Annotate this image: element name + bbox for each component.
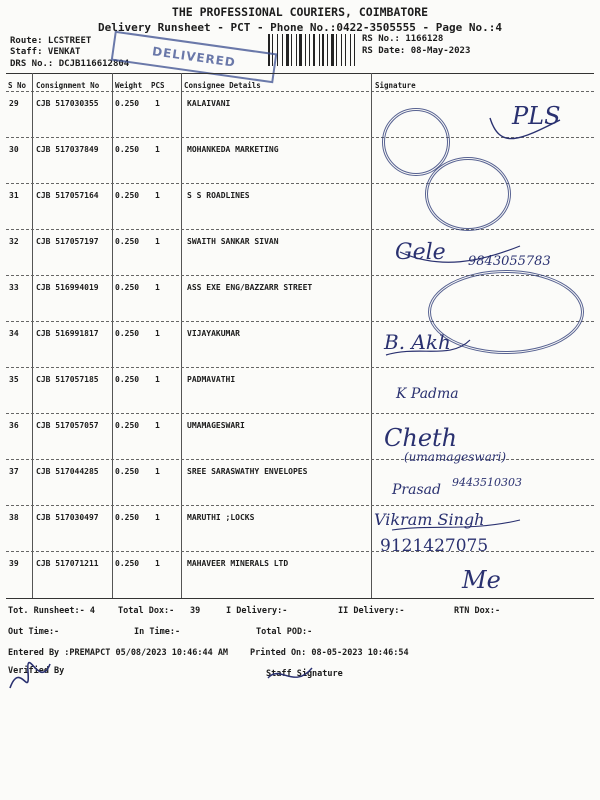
row-consignee: MAHAVEER MINERALS LTD	[187, 559, 289, 568]
route-label: Route: LCSTREET	[10, 36, 92, 46]
row-weight: 0.250	[115, 467, 140, 476]
row-weight: 0.250	[115, 329, 140, 338]
signature-38-phone: 9121427075	[380, 536, 489, 556]
rs-date: RS Date: 08-May-2023	[362, 46, 471, 56]
rtn-dox: RTN Dox:-	[454, 606, 501, 616]
signature-34: B. Akh	[384, 330, 451, 354]
signature-32: Gele	[395, 240, 446, 265]
row-sno: 33	[9, 283, 19, 292]
staff-label: Staff: VENKAT	[10, 47, 81, 57]
tot-runsheet: Tot. Runsheet:- 4	[8, 606, 95, 616]
row-weight: 0.250	[115, 99, 140, 108]
row-pcs: 1	[155, 467, 160, 476]
signature-29: PLS	[512, 102, 561, 130]
row-weight: 0.250	[115, 191, 140, 200]
row-weight: 0.250	[115, 421, 140, 430]
row-consignee: SREE SARASWATHY ENVELOPES	[187, 467, 308, 476]
row-sno: 37	[9, 467, 19, 476]
row-consignee: ASS EXE ENG/BAZZARR STREET	[187, 283, 313, 292]
row-pcs: 1	[155, 375, 160, 384]
total-dox-value: 39	[190, 606, 201, 616]
signature-39: Me	[462, 566, 501, 594]
row-consignment-no: CJB 517057185	[36, 375, 99, 384]
signature-37: Prasad	[392, 482, 441, 498]
row-weight: 0.250	[115, 237, 140, 246]
total-dox-label: Total Dox:-	[118, 606, 175, 616]
row-sno: 39	[9, 559, 19, 568]
row-pcs: 1	[155, 99, 160, 108]
row-consignee: MARUTHI ;LOCKS	[187, 513, 255, 522]
delivered-stamp: DELIVERED	[111, 31, 278, 84]
row-consignee: UMAMAGESWARI	[187, 421, 245, 430]
printed-on: Printed On: 08-05-2023 10:46:54	[250, 648, 409, 658]
out-time: Out Time:-	[8, 627, 60, 637]
company-title: THE PROFESSIONAL COURIERS, COIMBATORE	[171, 5, 429, 19]
signature-36-name: (umamageswari)	[404, 450, 507, 464]
row-consignment-no: CJB 517071211	[36, 559, 99, 568]
row-sno: 31	[9, 191, 19, 200]
row-consignment-no: CJB 517030355	[36, 99, 99, 108]
row-consignee: S S ROADLINES	[187, 191, 250, 200]
row-pcs: 1	[155, 329, 160, 338]
row-consignment-no: CJB 516994019	[36, 283, 99, 292]
entered-by: Entered By :PREMAPCT 05/08/2023 10:46:44 AM	[8, 648, 229, 658]
row-sno: 38	[9, 513, 19, 522]
col-header-signature: Signature	[375, 81, 416, 90]
row-consignee: KALAIVANI	[187, 99, 231, 108]
row-pcs: 1	[155, 191, 160, 200]
row-consignment-no: CJB 517057164	[36, 191, 99, 200]
row-sno: 29	[9, 99, 19, 108]
verified-by: Verified By	[8, 666, 65, 676]
row-sno: 35	[9, 375, 19, 384]
row-weight: 0.250	[115, 283, 140, 292]
ii-delivery: II Delivery:-	[338, 606, 405, 616]
row-weight: 0.250	[115, 375, 140, 384]
row-consignment-no: CJB 517057197	[36, 237, 99, 246]
col-header-weight: Weight	[115, 81, 143, 90]
col-header-consignee: Consignee Details	[184, 81, 261, 90]
signature-32-phone: 9843055783	[468, 254, 551, 269]
row-consignee: SWAITH SANKAR SIVAN	[187, 237, 279, 246]
signature-35: K Padma	[396, 386, 459, 402]
drs-number: DRS No.: DCJB116612804	[10, 59, 130, 69]
col-header-pcs: PCS	[151, 81, 165, 90]
row-weight: 0.250	[115, 559, 140, 568]
col-header-sno: S No	[8, 81, 27, 90]
row-consignee: PADMAVATHI	[187, 375, 236, 384]
row-weight: 0.250	[115, 145, 140, 154]
rs-number: RS No.: 1166128	[362, 34, 444, 44]
row-consignment-no: CJB 516991817	[36, 329, 99, 338]
col-header-consignment: Consignment No	[36, 81, 100, 90]
signature-38: Vikram Singh	[374, 510, 485, 529]
row-sno: 36	[9, 421, 19, 430]
row-pcs: 1	[155, 237, 160, 246]
row-sno: 32	[9, 237, 19, 246]
row-consignment-no: CJB 517044285	[36, 467, 99, 476]
row-sno: 34	[9, 329, 19, 338]
row-consignment-no: CJB 517030497	[36, 513, 99, 522]
row-pcs: 1	[155, 145, 160, 154]
total-pod: Total POD:-	[256, 627, 313, 637]
row-weight: 0.250	[115, 513, 140, 522]
row-consignment-no: CJB 517057057	[36, 421, 99, 430]
row-consignee: MOHANKEDA MARKETING	[187, 145, 279, 154]
row-consignee: VIJAYAKUMAR	[187, 329, 240, 338]
row-pcs: 1	[155, 421, 160, 430]
signature-37-number: 9443510303	[452, 476, 522, 489]
row-pcs: 1	[155, 283, 160, 292]
row-pcs: 1	[155, 559, 160, 568]
staff-signature: Staff Signature	[266, 669, 343, 679]
runsheet-subtitle: Delivery Runsheet - PCT - Phone No.:0422-3505555 - Page No.:4	[98, 21, 502, 34]
in-time: In Time:-	[134, 627, 181, 637]
row-sno: 30	[9, 145, 19, 154]
signature-36: Cheth	[384, 424, 458, 452]
row-consignment-no: CJB 517037849	[36, 145, 99, 154]
i-delivery: I Delivery:-	[226, 606, 288, 616]
row-pcs: 1	[155, 513, 160, 522]
